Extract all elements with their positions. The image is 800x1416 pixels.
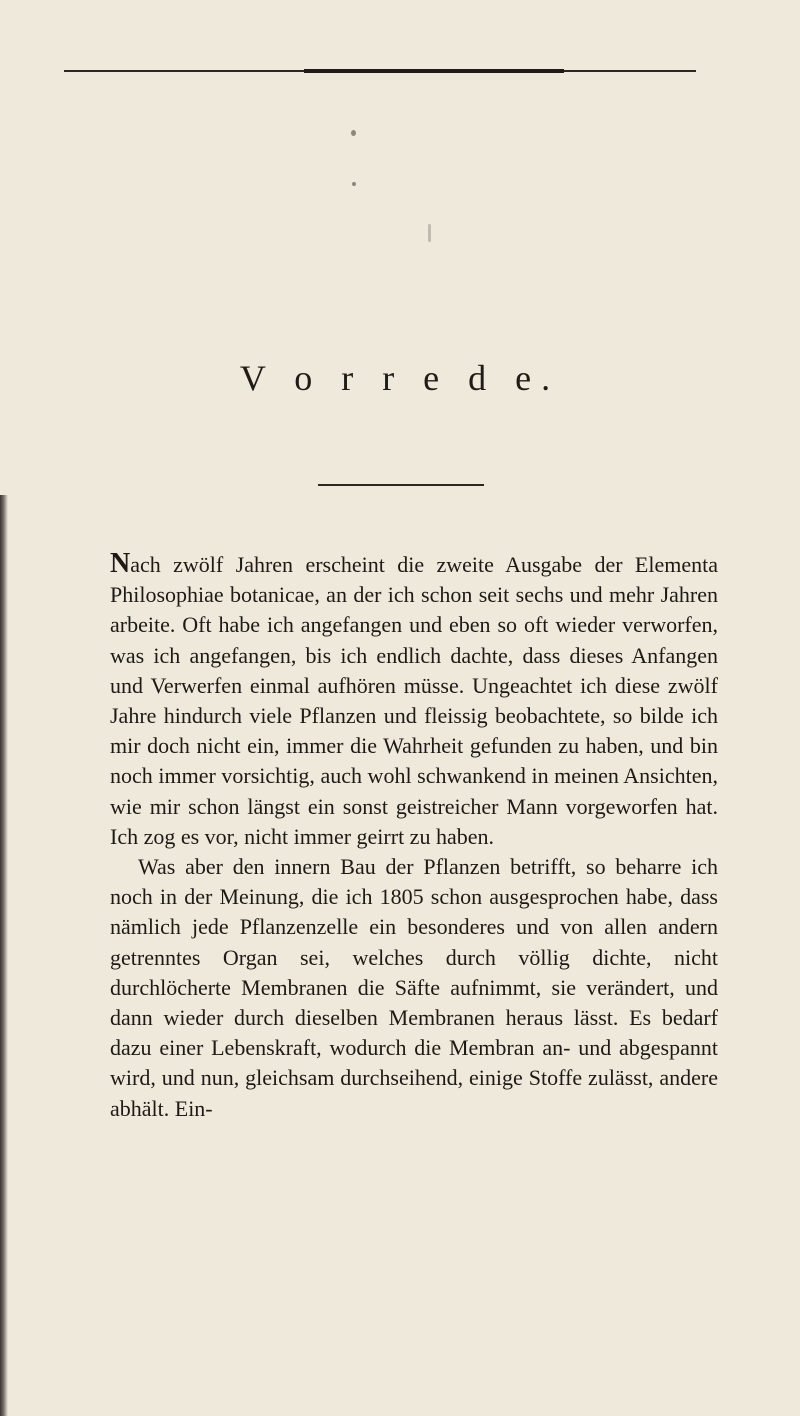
paragraph-1 <box>110 550 718 852</box>
dropcap: N <box>110 548 131 579</box>
scan-left-shadow <box>0 495 8 1416</box>
top-rule <box>64 70 696 72</box>
paper-speck <box>351 130 356 136</box>
paper-speck <box>352 182 356 186</box>
page-title: V o r r e d e. <box>239 358 561 398</box>
preface-body <box>110 550 718 1124</box>
paper-speck <box>428 224 431 242</box>
paragraph-2: Was aber den innern Bau der Pflanzen betrifft, so beharre ich noch in der Meinung, die ich 1805 schon ausgesprochen habe, dass nämlich jede Pflanzenzelle ein besonderes und von allen andern getrenntes Organ sei, welches durch völlig dichte, nicht durchlöcherte Membranen die Säfte aufnimmt, sie verändert, und dann wieder durch dieselben Membranen heraus lässt. Es bedarf dazu einer Lebenskraft, wodurch die Membran an- und abgespannt wird, und nun, gleichsam durchseihend, einige Stoffe zulässt, andere abhält. Ein- <box>110 854 718 1121</box>
title-rule <box>318 484 484 486</box>
paragraph-1-text: ach zwölf Jahren erscheint die zweite Ausgabe der Elementa Philosophiae botanicae, an der ich schon seit sechs und mehr Jahren arbeite. Oft habe ich angefangen und eben so oft wieder verworfen, was ich angefangen, bis ich endlich dachte, dass dieses Anfangen und Verwerfen einmal aufhören müsse. Ungeachtet ich diese zwölf Jahre hindurch viele Pflanzen und fleissig beobachtete, so bilde ich mir doch nicht ein, immer die Wahrheit gefunden zu haben, und bin noch immer vorsichtig, auch wohl schwankend in meinen Ansichten, wie mir schon längst ein sonst geistreicher Mann vorgeworfen hat. Ich zog es vor, nicht immer geirrt zu haben. <box>110 552 718 849</box>
